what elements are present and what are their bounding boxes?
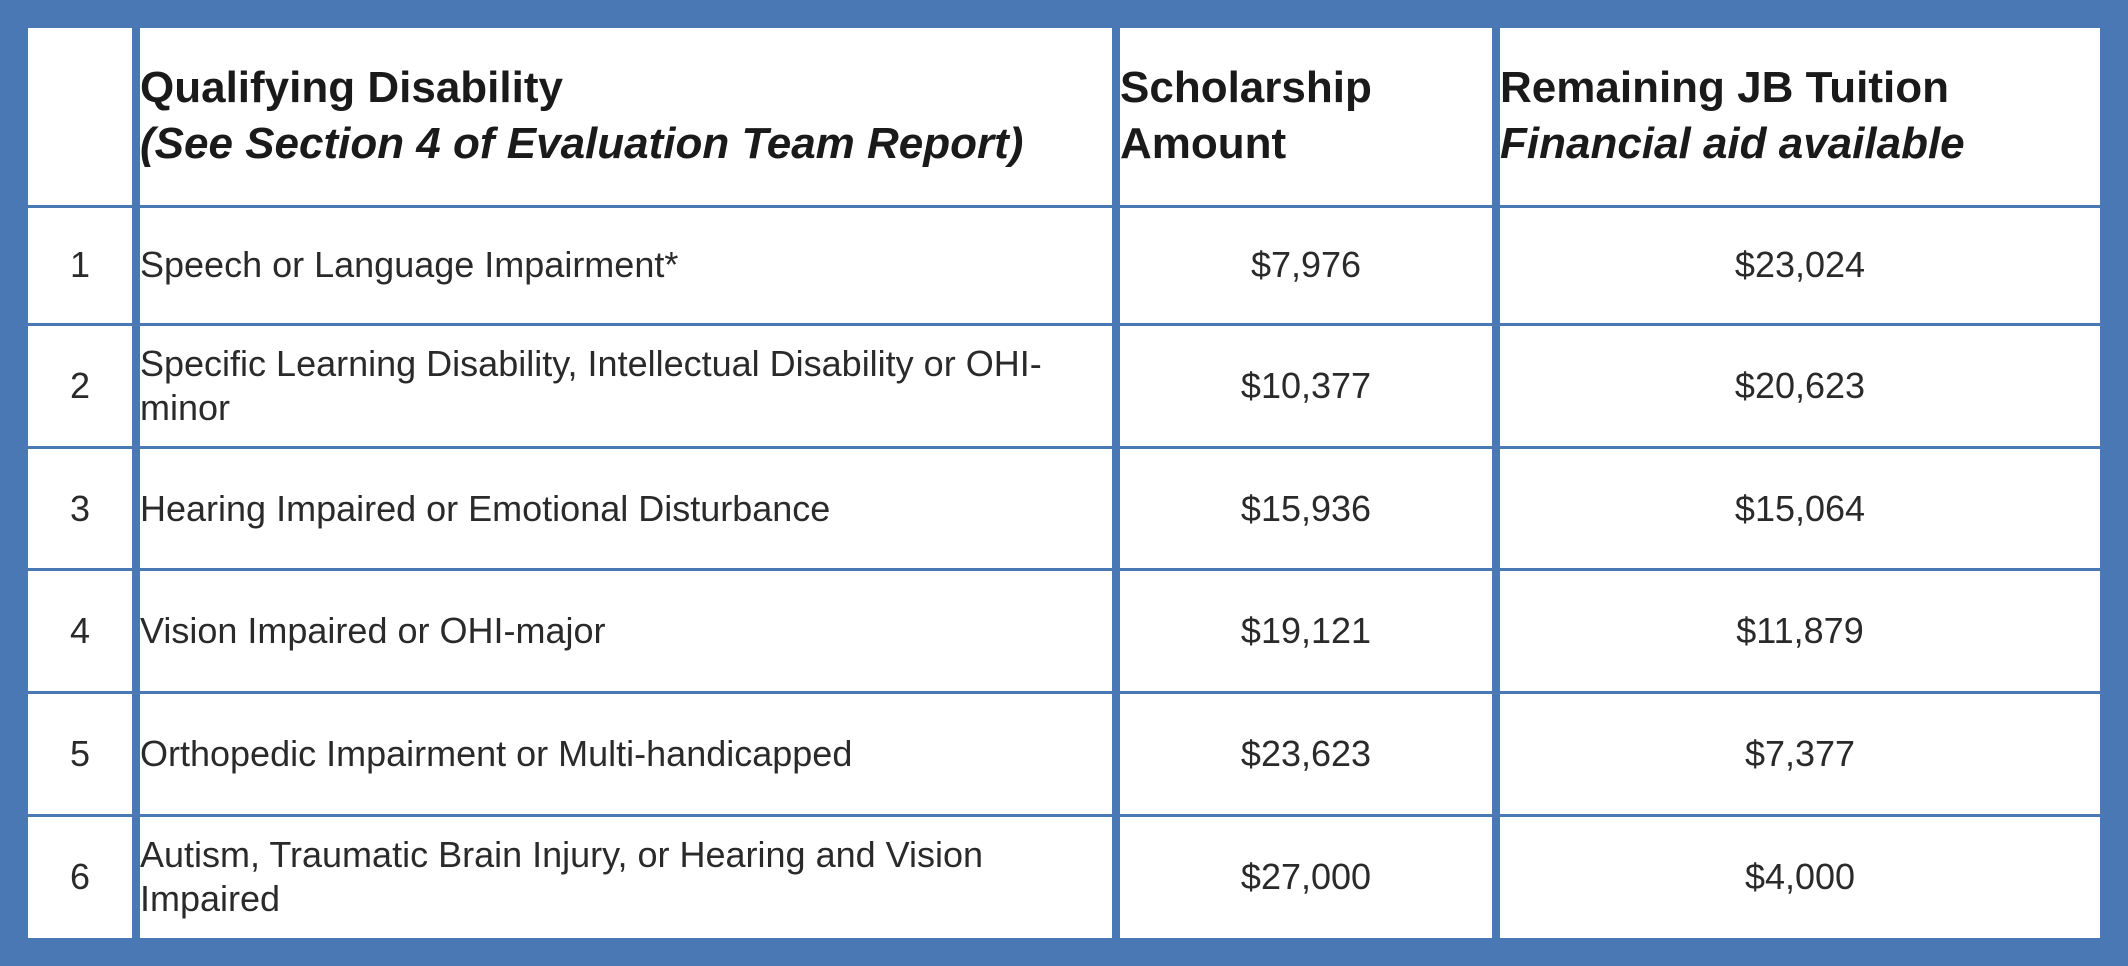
header-remaining-note: Financial aid available	[1500, 119, 1965, 169]
row-remaining-tuition: $7,377	[1496, 693, 2100, 816]
row-disability: Speech or Language Impairment*	[136, 206, 1116, 325]
table-row	[28, 325, 2100, 448]
header-number	[28, 28, 136, 206]
row-scholarship-amount: $15,936	[1116, 447, 1496, 570]
row-scholarship-amount: $10,377	[1116, 325, 1496, 448]
row-disability: Hearing Impaired or Emotional Disturbance	[136, 447, 1116, 570]
row-scholarship-amount: $27,000	[1116, 815, 1496, 938]
row-scholarship-amount: $23,623	[1116, 693, 1496, 816]
row-disability: Vision Impaired or OHI-major	[136, 570, 1116, 693]
table-row	[28, 206, 2100, 325]
row-number: 3	[28, 447, 136, 570]
header-scholarship-amount	[1116, 28, 1496, 206]
header-amount-line1: Scholarship	[1120, 63, 1372, 113]
table-header-row	[28, 28, 2100, 206]
row-number: 4	[28, 570, 136, 693]
row-number: 6	[28, 815, 136, 938]
row-remaining-tuition: $23,024	[1496, 206, 2100, 325]
row-remaining-tuition: $11,879	[1496, 570, 2100, 693]
row-remaining-tuition: $4,000	[1496, 815, 2100, 938]
header-disability-note: (See Section 4 of Evaluation Team Report)	[140, 119, 1024, 169]
header-disability-title: Qualifying Disability	[140, 63, 563, 113]
row-disability: Autism, Traumatic Brain Injury, or Hearing and Vision Impaired	[136, 815, 1116, 938]
row-number: 1	[28, 206, 136, 325]
table-row	[28, 693, 2100, 816]
row-scholarship-amount: $19,121	[1116, 570, 1496, 693]
table-row	[28, 815, 2100, 938]
scholarship-table	[28, 28, 2100, 938]
row-disability: Specific Learning Disability, Intellectual Disability or OHI-minor	[136, 325, 1116, 448]
header-amount-line2: Amount	[1120, 119, 1287, 169]
table-row	[28, 447, 2100, 570]
row-remaining-tuition: $15,064	[1496, 447, 2100, 570]
row-number: 5	[28, 693, 136, 816]
header-qualifying-disability	[136, 28, 1116, 206]
row-scholarship-amount: $7,976	[1116, 206, 1496, 325]
table-row	[28, 570, 2100, 693]
header-remaining-title: Remaining JB Tuition	[1500, 63, 1949, 113]
row-remaining-tuition: $20,623	[1496, 325, 2100, 448]
row-disability: Orthopedic Impairment or Multi-handicapped	[136, 693, 1116, 816]
row-number: 2	[28, 325, 136, 448]
scholarship-table-frame	[28, 28, 2100, 938]
header-remaining-tuition	[1496, 28, 2100, 206]
